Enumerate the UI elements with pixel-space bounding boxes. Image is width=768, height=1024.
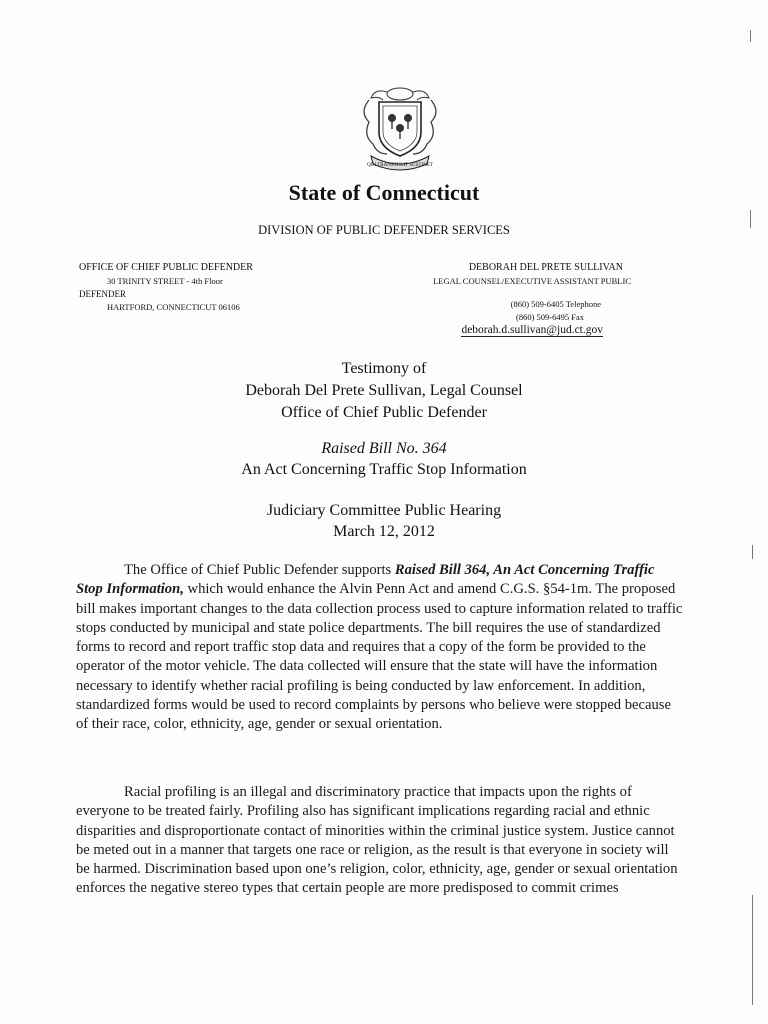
- office-street: 30 TRINITY STREET - 4th Floor: [107, 276, 223, 286]
- scan-mark: [750, 30, 751, 42]
- testimony-office: Office of Chief Public Defender: [281, 404, 487, 421]
- contact-name: DEBORAH DEL PRETE SULLIVAN: [468, 262, 623, 273]
- scan-mark: [752, 895, 753, 1005]
- office-name: OFFICE OF CHIEF PUBLIC DEFENDER: [79, 262, 253, 273]
- contact-title: LEGAL COUNSEL/EXECUTIVE ASSISTANT PUBLIC: [433, 276, 631, 286]
- state-seal-logo: [355, 82, 445, 174]
- page-title: State of Connecticut: [288, 180, 480, 205]
- office-defender-word: DEFENDER: [79, 289, 126, 299]
- testimony-person: Deborah Del Prete Sullivan, Legal Counsel: [245, 382, 523, 399]
- hearing-date: March 12, 2012: [333, 523, 435, 540]
- contact-email-link[interactable]: deborah.d.sullivan@jud.ct.gov: [461, 324, 603, 336]
- para1-rest: which would enhance the Alvin Penn Act and amend C.G.S. §54-1m. The proposed bill makes important changes to the data collection process used to capture information related to traffic stops conducted by municipal and state police departments. The bill requires the use of standardized forms to record and report traffic stop data and requires that a copy of the form be provided to the operator of the motor vehicle. The data collected will ensure that the state will have the information necessary to identify whether racial profiling is being conducted by law enforcement. In addition, standardized forms would be used to record complaints by persons who believe were stopped because of their race, color, ethnicity, age, gender or sexual orientation.: [76, 581, 683, 733]
- scan-mark: [750, 210, 751, 228]
- contact-telephone: (860) 509-6405 Telephone: [510, 299, 601, 309]
- hearing-name: Judiciary Committee Public Hearing: [266, 502, 502, 519]
- testimony-heading: Testimony of: [341, 360, 427, 377]
- para1-bill-reference: Raised Bill 364, An Act Concerning Traffic Stop Information,: [76, 562, 655, 598]
- para1-intro: The Office of Chief Public Defender supports: [124, 562, 395, 578]
- body-paragraph-2: Racial profiling is an illegal and discriminatory practice that impacts upon the rights of everyone to be treated fairly. Profiling also has significant implications regarding racial and ethnic disparities and disproportionate contact of minorities within the criminal justice system. Justice cannot be meted out in a manner that targets one race or religion, as the result is that everyone in society will be harmed. Discrimination based upon one’s religion, color, ethnicity, age, gender or sexual orientation enforces the negative stereo types that certain people are more predisposed to commit crimes: [76, 784, 678, 897]
- scan-mark: [752, 545, 753, 559]
- contact-fax: (860) 509-6495 Fax: [516, 312, 584, 322]
- body-paragraph-1: [76, 561, 684, 735]
- office-city: HARTFORD, CONNECTICUT 06106: [107, 302, 240, 312]
- division-name: DIVISION OF PUBLIC DEFENDER SERVICES: [258, 223, 510, 237]
- bill-number: Raised Bill No. 364: [321, 440, 447, 457]
- bill-title: An Act Concerning Traffic Stop Information: [241, 461, 527, 478]
- seal-motto: QUI TRANSTULIT SUSTINET: [367, 163, 433, 168]
